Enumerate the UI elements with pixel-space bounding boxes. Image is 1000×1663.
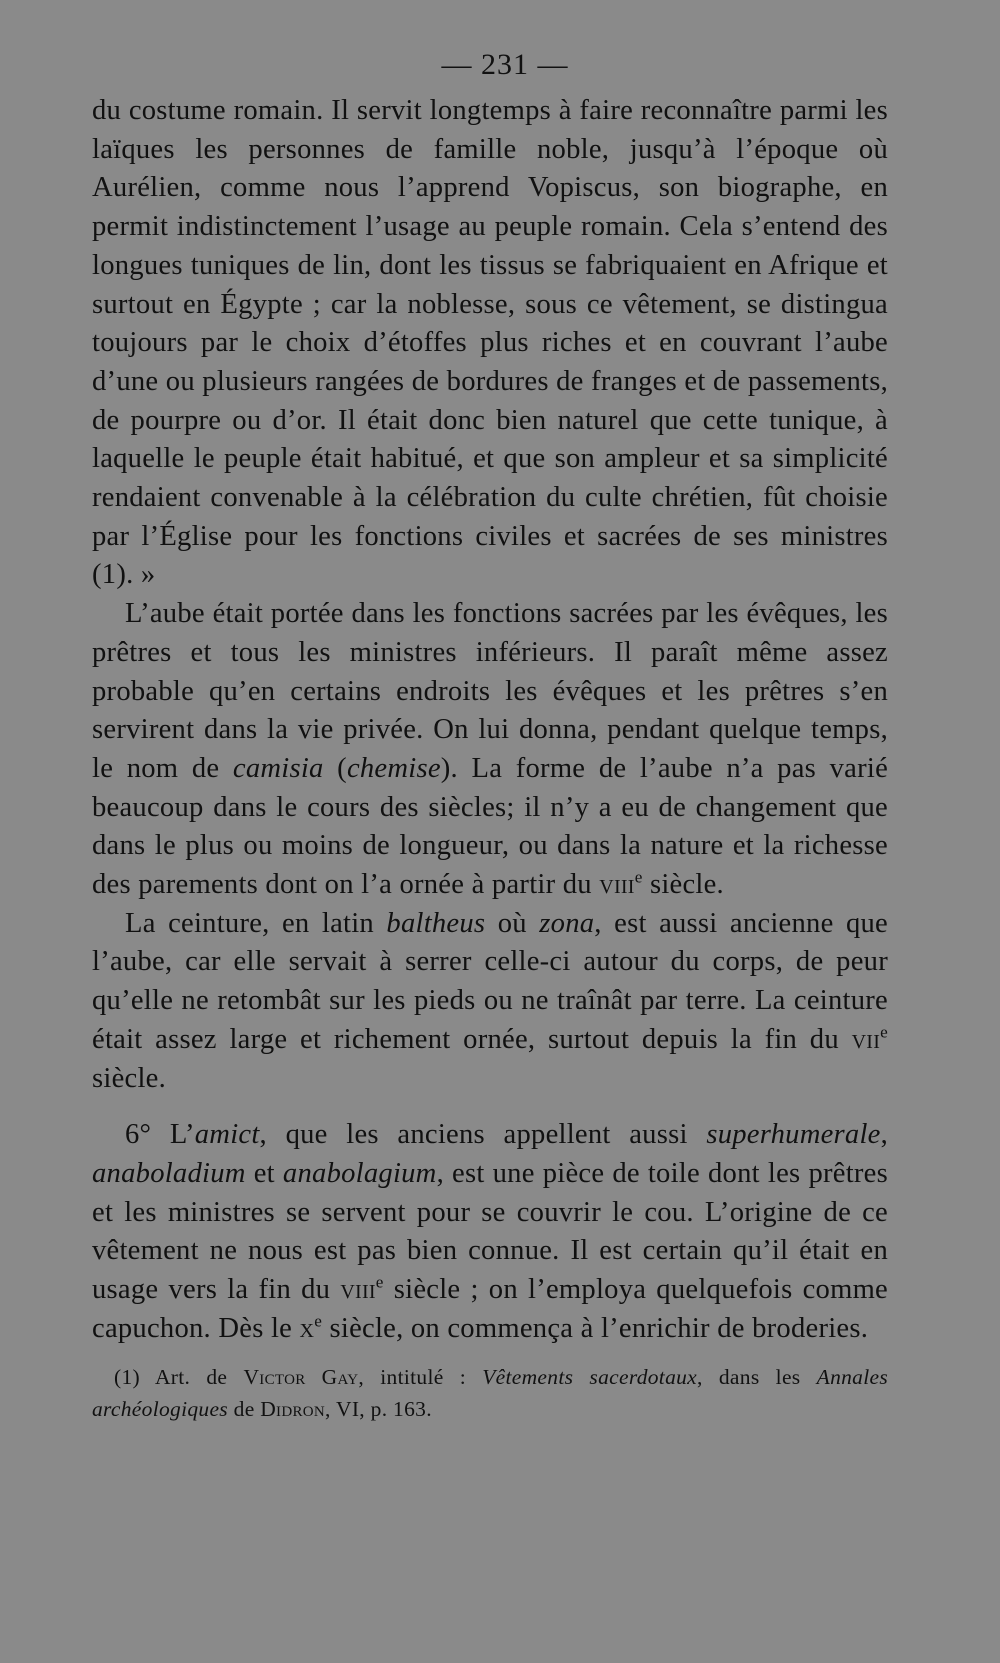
paragraph-1: du costume romain. Il servit longtemps à faire reconnaître parmi les laïques les personnes de famille noble, jusqu’à l’époque où Aurélien, comme nous l’apprend Vopiscus, son biographe, en permit indistinctement l’usage au peuple romain. Cela s’entend des longues tuniques de lin, dont les tissus se fabriquaient en Afrique et surtout en Égypte ; car la noblesse, sous ce vêtement, se distingua toujours par le choix d’étoffes plus riches et en couvrant l’aube d’une ou plusieurs rangées de bordures de franges et de passements, de pourpre ou d’or. Il était donc bien naturel que cette tunique, à laquelle le peuple était habitué, et que son ampleur et sa simplicité rendaient convenable à la célébration du culte chrétien, fût choisie par l’Église pour les fonctions civiles et sacrées de ses ministres (1). » xyxy=(92,95,888,591)
footnote xyxy=(92,1361,888,1425)
paragraph-4: 6° L’amict, que les anciens appellent aussi superhumerale, anaboladium et anabolagium, est une pièce de toile dont les prêtres et les ministres se servent pour se couvrir le cou. L’origine de ce vêtement ne nous est pas bien connue. Il est certain qu’il était en usage vers la fin du viii$^e$ siècle ; on l’employa quelquefois comme capuchon. Dès le $x^e$ siècle, on commença à l’enrichir de broderies. xyxy=(92,1119,889,1344)
page-number: — 231 — xyxy=(441,48,569,81)
book-page xyxy=(92,38,888,1425)
footnote-text: (1) Art. de Victor Gay, intitulé : Vêtements sacerdotaux, dans les Annales archéologiques de Didron, VI, p. 163. xyxy=(92,1364,889,1421)
paragraph-3: La ceinture, en latin baltheus où zona, est aussi ancienne que l’aube, car elle servait à serrer celle-ci autour du corps, de peur qu’elle ne retombât sur les pieds ou ne traînât par terre. La ceinture était assez large et richement ornée, surtout depuis la fin du vii$^e$ siècle. xyxy=(92,907,888,1094)
body-text xyxy=(92,92,888,1349)
paragraph-2: L’aube était portée dans les fonctions sacrées par les évêques, les prêtres et tous les ministres inférieurs. Il paraît même assez probable qu’en certains endroits les évêques et les prêtres s’en servirent dans la vie privée. On lui donna, pendant quelque temps, le nom de camisia (chemise). La forme de l’aube n’a pas varié beaucoup dans le cours des siècles; il n’y a eu de changement que dans le plus ou moins de longueur, ou dans la nature et la richesse des parements dont on l’a ornée à partir du viii$^e$ siècle. xyxy=(92,598,889,901)
